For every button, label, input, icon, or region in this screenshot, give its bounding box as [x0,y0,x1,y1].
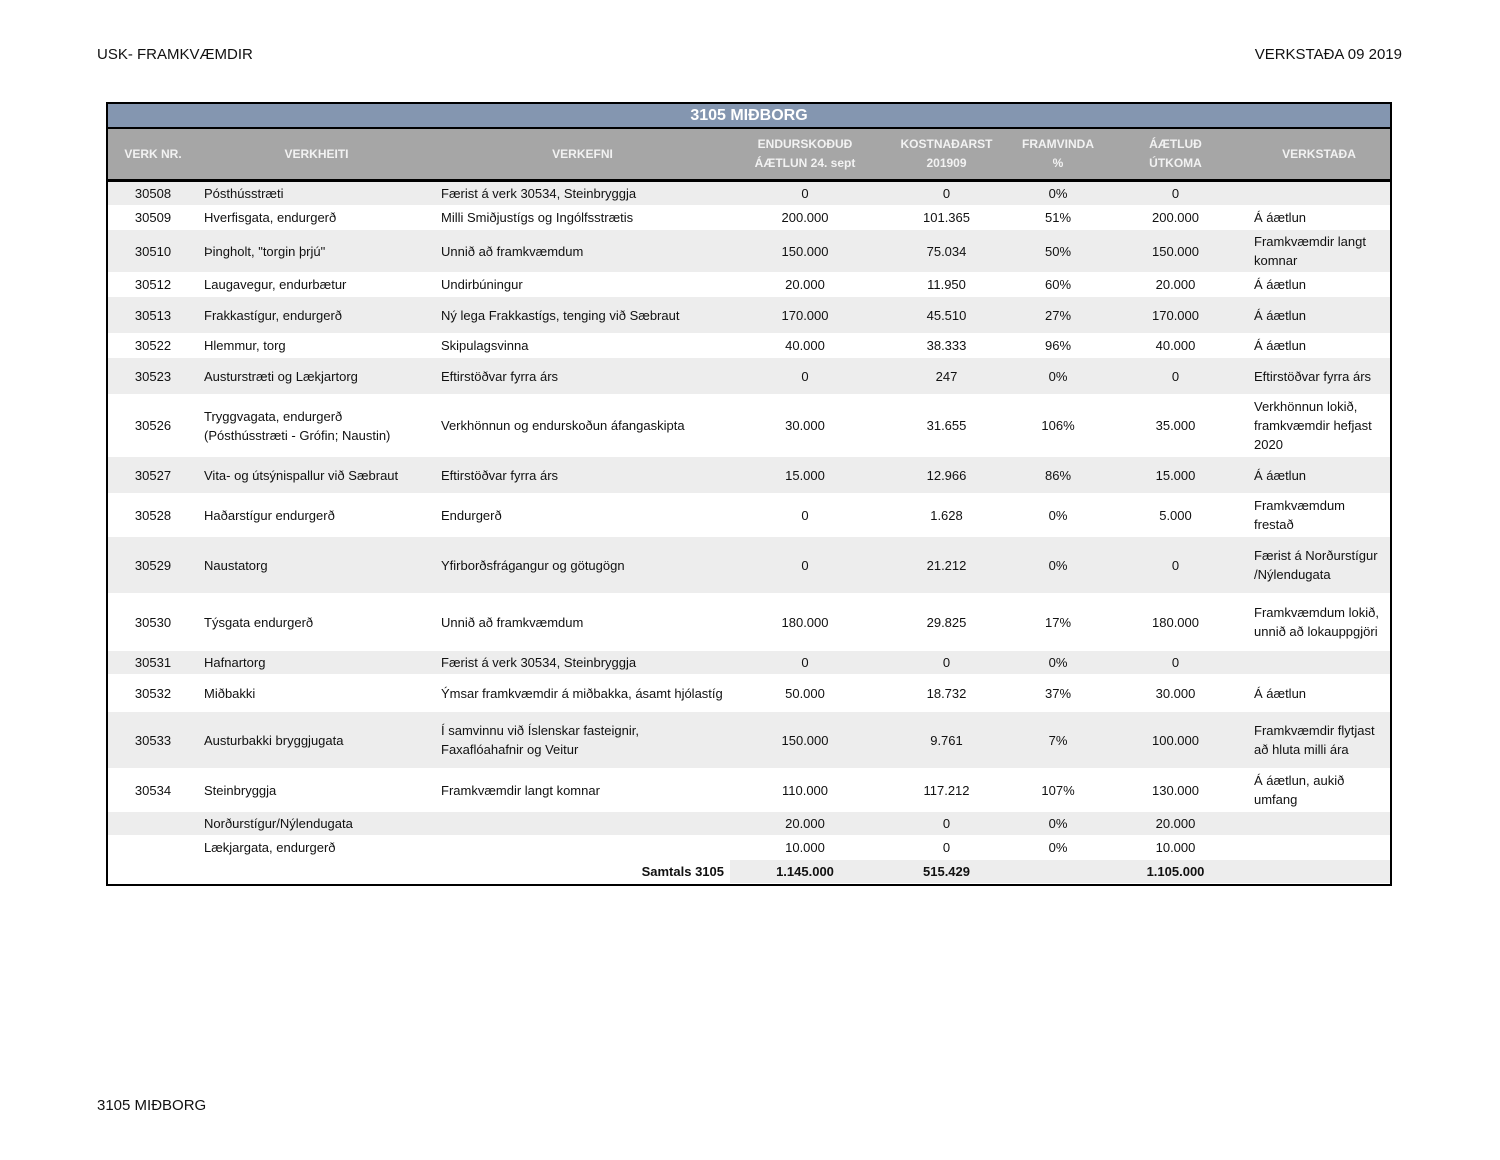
cell-verkheiti: Austurstræti og Lækjartorg [198,358,435,395]
table-row [108,712,1390,769]
cell-framvinda: 0% [1013,494,1103,537]
cell-framvinda: 0% [1013,181,1103,206]
cell-verkstada [1248,651,1390,675]
cell-aetlun: 40.000 [730,334,880,358]
col-header-aetlud-line2: ÚTKOMA [1149,156,1202,170]
cell-aetlun: 50.000 [730,675,880,712]
cell-verkstada: Framkvæmdir langt komnar [1248,230,1390,273]
cell-aetlun: 170.000 [730,297,880,334]
cell-aetlun: 180.000 [730,594,880,651]
table-header-row [108,129,1390,181]
cell-verkstada: Framkvæmdum frestað [1248,494,1390,537]
cell-utkoma: 35.000 [1103,395,1248,457]
cell-framvinda: 60% [1013,273,1103,297]
cell-utkoma: 170.000 [1103,297,1248,334]
cell-kostnadarst: 1.628 [880,494,1013,537]
cell-aetlun: 0 [730,651,880,675]
cell-aetlun: 20.000 [730,273,880,297]
cell-kostnadarst: 12.966 [880,457,1013,494]
cell-verk-nr: 30513 [108,297,198,334]
cell-utkoma: 0 [1103,358,1248,395]
cell-verk-nr: 30528 [108,494,198,537]
cell-verk-nr: 30529 [108,537,198,594]
cell-utkoma: 130.000 [1103,769,1248,812]
cell-utkoma: 200.000 [1103,206,1248,230]
cell-framvinda: 7% [1013,712,1103,769]
cell-utkoma: 40.000 [1103,334,1248,358]
table-row [108,181,1390,206]
cell-kostnadarst: 38.333 [880,334,1013,358]
cell-verkefni: Eftirstöðvar fyrra árs [435,457,730,494]
cell-verkstada: Á áætlun [1248,273,1390,297]
cell-verk-nr: 30523 [108,358,198,395]
cell-utkoma: 20.000 [1103,812,1248,836]
cell-verkheiti: Lækjargata, endurgerð [198,836,435,860]
cell-framvinda: 0% [1013,836,1103,860]
cell-aetlun: 0 [730,358,880,395]
cell-verk-nr: 30532 [108,675,198,712]
table-row [108,651,1390,675]
col-header-kostnadarst [880,129,1013,181]
cell-verkstada: Á áætlun, aukið umfang [1248,769,1390,812]
cell-verkefni: Yfirborðsfrágangur og götugögn [435,537,730,594]
table-row [108,494,1390,537]
table-row [108,273,1390,297]
cell-verkheiti: Pósthússtræti [198,181,435,206]
cell-verkheiti: Tryggvagata, endurgerð (Pósthússtræti - Grófin; Naustin) [198,395,435,457]
total-kostnadarst: 515.429 [880,860,1013,884]
cell-kostnadarst: 18.732 [880,675,1013,712]
col-header-verk-nr: VERK NR. [108,129,198,181]
total-row [108,860,1390,884]
document-header-right: VERKSTAÐA 09 2019 [1254,46,1402,63]
cell-aetlun: 200.000 [730,206,880,230]
total-utkoma: 1.105.000 [1103,860,1248,884]
cell-kostnadarst: 31.655 [880,395,1013,457]
cell-verkefni: Unnið að framkvæmdum [435,594,730,651]
cell-verkheiti: Haðarstígur endurgerð [198,494,435,537]
table-body [108,181,1390,860]
cell-verk-nr: 30522 [108,334,198,358]
cell-kostnadarst: 11.950 [880,273,1013,297]
col-header-endurskodud-line2: ÁÆTLUN 24. sept [754,156,856,170]
cell-aetlun: 0 [730,181,880,206]
cell-aetlun: 10.000 [730,836,880,860]
cell-verkefni: Milli Smiðjustígs og Ingólfsstrætis [435,206,730,230]
cell-kostnadarst: 75.034 [880,230,1013,273]
cell-verkefni [435,836,730,860]
cell-verkstada: Á áætlun [1248,457,1390,494]
col-header-framvinda: FRAMVINDA % [1013,129,1103,181]
cell-verkstada: Framkvæmdir flytjast að hluta milli ára [1248,712,1390,769]
cell-framvinda: 106% [1013,395,1103,457]
cell-verkefni: Undirbúningur [435,273,730,297]
cell-framvinda: 17% [1013,594,1103,651]
col-header-verkheiti: VERKHEITI [198,129,435,181]
cell-verkefni: Framkvæmdir langt komnar [435,769,730,812]
cell-verk-nr: 30530 [108,594,198,651]
cell-kostnadarst: 29.825 [880,594,1013,651]
cell-verk-nr: 30527 [108,457,198,494]
cell-verk-nr: 30533 [108,712,198,769]
cell-aetlun: 15.000 [730,457,880,494]
total-aetlun: 1.145.000 [730,860,880,884]
cell-framvinda: 0% [1013,812,1103,836]
cell-framvinda: 0% [1013,651,1103,675]
cell-verkstada: Á áætlun [1248,675,1390,712]
cell-verkstada [1248,836,1390,860]
table-row [108,769,1390,812]
cell-verkheiti: Vita- og útsýnispallur við Sæbraut [198,457,435,494]
cell-verkstada: Eftirstöðvar fyrra árs [1248,358,1390,395]
table-row [108,457,1390,494]
cell-verkheiti: Frakkastígur, endurgerð [198,297,435,334]
cell-utkoma: 30.000 [1103,675,1248,712]
total-label: Samtals 3105 [435,860,730,884]
col-header-endurskodud-line1: ENDURSKOÐUÐ [757,137,853,151]
cell-verkefni: Endurgerð [435,494,730,537]
cell-verkefni: Ýmsar framkvæmdir á miðbakka, ásamt hjólastíg [435,675,730,712]
cell-utkoma: 10.000 [1103,836,1248,860]
cell-verkheiti: Hverfisgata, endurgerð [198,206,435,230]
cell-kostnadarst: 0 [880,812,1013,836]
table-row [108,395,1390,457]
cell-verk-nr: 30534 [108,769,198,812]
col-header-endurskodud-aetlun [730,129,880,181]
table-row [108,297,1390,334]
cell-kostnadarst: 117.212 [880,769,1013,812]
table-row [108,206,1390,230]
cell-verkheiti: Þingholt, "torgin þrjú" [198,230,435,273]
cell-verkheiti: Týsgata endurgerð [198,594,435,651]
cell-verkheiti: Miðbakki [198,675,435,712]
cell-verkstada: Á áætlun [1248,334,1390,358]
cell-aetlun: 30.000 [730,395,880,457]
cell-kostnadarst: 45.510 [880,297,1013,334]
cell-verkefni: Verkhönnun og endurskoðun áfangaskipta [435,395,730,457]
cell-verkefni: Skipulagsvinna [435,334,730,358]
cell-verkstada: Verkhönnun lokið, framkvæmdir hefjast 2020 [1248,395,1390,457]
cell-verkstada [1248,181,1390,206]
cell-kostnadarst: 0 [880,836,1013,860]
col-header-verkstada: VERKSTAÐA [1248,129,1390,181]
cell-verkefni [435,812,730,836]
cell-verkheiti: Hlemmur, torg [198,334,435,358]
table-row [108,675,1390,712]
cell-verk-nr: 30509 [108,206,198,230]
cell-aetlun: 0 [730,537,880,594]
cell-aetlun: 150.000 [730,230,880,273]
document-footer: 3105 MIÐBORG [97,1097,207,1114]
cell-verkstada: Framkvæmdum lokið, unnið að lokauppgjöri [1248,594,1390,651]
cell-utkoma: 150.000 [1103,230,1248,273]
cell-kostnadarst: 0 [880,651,1013,675]
col-header-aetlud-utkoma [1103,129,1248,181]
cell-framvinda: 37% [1013,675,1103,712]
cell-verk-nr [108,812,198,836]
cell-framvinda: 51% [1013,206,1103,230]
cell-verk-nr: 30531 [108,651,198,675]
cell-framvinda: 107% [1013,769,1103,812]
col-header-kostnadarst-line2: 201909 [926,156,967,170]
cell-verkheiti: Austurbakki bryggjugata [198,712,435,769]
cell-aetlun: 110.000 [730,769,880,812]
cell-utkoma: 100.000 [1103,712,1248,769]
table-title: 3105 MIÐBORG [108,104,1390,129]
cell-verkefni: Færist á verk 30534, Steinbryggja [435,651,730,675]
col-header-aetlud-line1: ÁÆTLUÐ [1149,137,1202,151]
project-status-table [106,102,1392,886]
table-row [108,836,1390,860]
cell-verk-nr: 30508 [108,181,198,206]
document-header-left: USK- FRAMKVÆMDIR [97,46,253,63]
cell-verk-nr: 30526 [108,395,198,457]
cell-utkoma: 0 [1103,537,1248,594]
cell-utkoma: 180.000 [1103,594,1248,651]
table-row [108,812,1390,836]
cell-utkoma: 0 [1103,651,1248,675]
cell-verkefni: Færist á verk 30534, Steinbryggja [435,181,730,206]
cell-verkefni: Ný lega Frakkastígs, tenging við Sæbraut [435,297,730,334]
col-header-verkefni: VERKEFNI [435,129,730,181]
cell-utkoma: 20.000 [1103,273,1248,297]
table-row [108,358,1390,395]
cell-aetlun: 0 [730,494,880,537]
cell-verkstada: Á áætlun [1248,206,1390,230]
cell-verkheiti: Steinbryggja [198,769,435,812]
table-row [108,594,1390,651]
cell-verkstada: Á áætlun [1248,297,1390,334]
cell-verkefni: Unnið að framkvæmdum [435,230,730,273]
cell-utkoma: 15.000 [1103,457,1248,494]
cell-kostnadarst: 9.761 [880,712,1013,769]
cell-framvinda: 96% [1013,334,1103,358]
cell-framvinda: 27% [1013,297,1103,334]
cell-aetlun: 20.000 [730,812,880,836]
cell-framvinda: 50% [1013,230,1103,273]
cell-verkstada [1248,812,1390,836]
cell-verkheiti: Norðurstígur/Nýlendugata [198,812,435,836]
cell-verkheiti: Hafnartorg [198,651,435,675]
cell-verkheiti: Laugavegur, endurbætur [198,273,435,297]
cell-kostnadarst: 247 [880,358,1013,395]
cell-framvinda: 86% [1013,457,1103,494]
cell-framvinda: 0% [1013,537,1103,594]
cell-kostnadarst: 21.212 [880,537,1013,594]
cell-framvinda: 0% [1013,358,1103,395]
cell-verkefni: Eftirstöðvar fyrra árs [435,358,730,395]
cell-kostnadarst: 0 [880,181,1013,206]
cell-utkoma: 5.000 [1103,494,1248,537]
cell-aetlun: 150.000 [730,712,880,769]
table-row [108,334,1390,358]
cell-verk-nr: 30512 [108,273,198,297]
cell-verk-nr: 30510 [108,230,198,273]
table-row [108,230,1390,273]
cell-verk-nr [108,836,198,860]
cell-verkheiti: Naustatorg [198,537,435,594]
col-header-kostnadarst-line1: KOSTNAÐARST [900,137,993,151]
cell-kostnadarst: 101.365 [880,206,1013,230]
cell-verkefni: Í samvinnu við Íslenskar fasteignir, Faxaflóahafnir og Veitur [435,712,730,769]
cell-utkoma: 0 [1103,181,1248,206]
table-row [108,537,1390,594]
cell-verkstada: Færist á Norðurstígur /Nýlendugata [1248,537,1390,594]
